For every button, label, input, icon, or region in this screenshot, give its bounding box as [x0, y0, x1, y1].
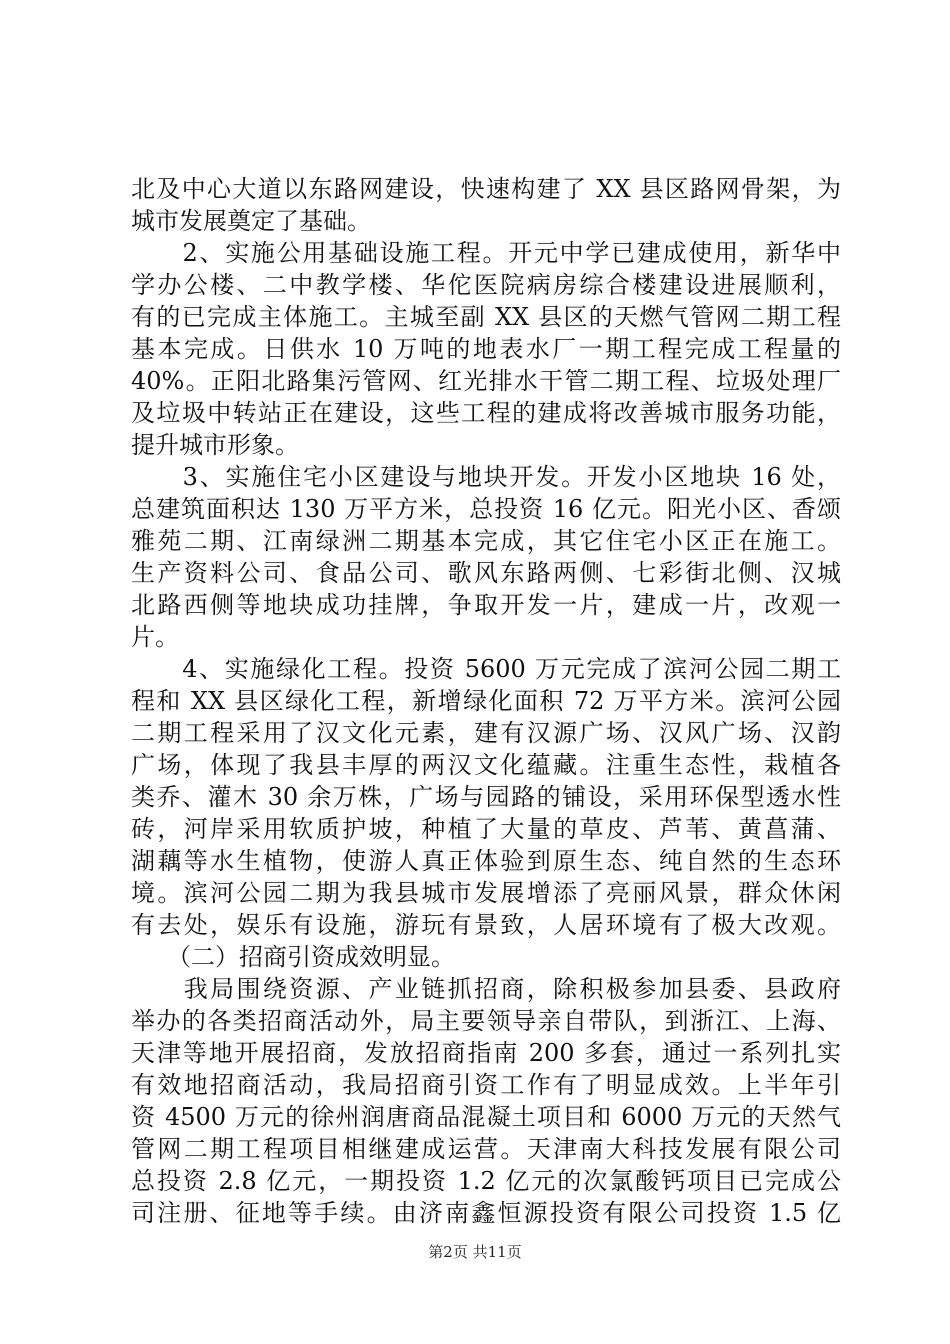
text-line: 天津等地开展招商，发放招商指南 200 多套，通过一系列扎实: [131, 1039, 841, 1067]
text-line: 类乔、灌木 30 余万株，广场与园路的铺设，采用环保型透水性: [131, 783, 841, 811]
text-line: 有去处，娱乐有设施，游玩有景致，人居环境有了极大改观。: [131, 911, 841, 939]
text-line: 生产资料公司、食品公司、歌风东路两侧、七彩街北侧、汉城: [131, 559, 841, 587]
text-line: 城市发展奠定了基础。: [131, 207, 371, 235]
text-line: 砖，河岸采用软质护坡，种植了大量的草皮、芦苇、黄菖蒲、: [131, 815, 841, 843]
text-line: 司注册、征地等手续。由济南鑫恒源投资有限公司投资 1.5 亿: [131, 1199, 841, 1227]
text-line: 境。滨河公园二期为我县城市发展增添了亮丽风景，群众休闲: [131, 879, 841, 907]
text-line: 管网二期工程项目相继建成运营。天津南大科技发展有限公司: [131, 1135, 841, 1163]
text-line: 总投资 2.8 亿元，一期投资 1.2 亿元的次氯酸钙项目已完成公: [131, 1167, 841, 1195]
text-line: 雅苑二期、江南绿洲二期基本完成，其它住宅小区正在施工。: [131, 527, 841, 555]
text-line: 北路西侧等地块成功挂牌，争取开发一片，建成一片，改观一: [131, 591, 841, 619]
text-line: 广场，体现了我县丰厚的两汉文化蕴藏。注重生态性，栽植各: [131, 751, 841, 779]
page-footer: 第2页 共11页: [428, 1243, 522, 1261]
text-line: 我局围绕资源、产业链抓招商，除积极参加县委、县政府: [131, 975, 841, 1003]
text-line: 基本完成。日供水 10 万吨的地表水厂一期工程完成工程量的: [131, 335, 841, 363]
text-line: 3、实施住宅小区建设与地块开发。开发小区地块 16 处，: [131, 463, 841, 491]
text-line: 资 4500 万元的徐州润唐商品混凝土项目和 6000 万元的天然气: [131, 1103, 841, 1131]
text-line: 总建筑面积达 130 万平方米，总投资 16 亿元。阳光小区、香颂: [131, 495, 841, 523]
text-line: 片。: [131, 623, 179, 651]
text-line: 北及中心大道以东路网建设，快速构建了 XX 县区路网骨架，为: [131, 175, 841, 203]
text-line: 学办公楼、二中教学楼、华佗医院病房综合楼建设进展顺利，: [131, 271, 841, 299]
text-line: 4、实施绿化工程。投资 5600 万元完成了滨河公园二期工: [131, 655, 841, 683]
section-heading: （二）招商引资成效明显。: [131, 943, 455, 971]
text-line: 程和 XX 县区绿化工程，新增绿化面积 72 万平方米。滨河公园: [131, 687, 841, 715]
document-body: [131, 173, 841, 1229]
text-line: 二期工程采用了汉文化元素，建有汉源广场、汉风广场、汉韵: [131, 719, 841, 747]
text-line: 及垃圾中转站正在建设，这些工程的建成将改善城市服务功能，: [131, 399, 841, 427]
text-line: 有的已完成主体施工。主城至副 XX 县区的天燃气管网二期工程: [131, 303, 841, 331]
text-line: 有效地招商活动，我局招商引资工作有了明显成效。上半年引: [131, 1071, 841, 1099]
text-line: 举办的各类招商活动外，局主要领导亲自带队，到浙江、上海、: [131, 1007, 841, 1035]
text-line: 2、实施公用基础设施工程。开元中学已建成使用，新华中: [131, 239, 841, 267]
text-line: 湖藕等水生植物，使游人真正体验到原生态、纯自然的生态环: [131, 847, 841, 875]
text-line: 40%。正阳北路集污管网、红光排水干管二期工程、垃圾处理厂: [131, 367, 841, 395]
text-line: 提升城市形象。: [131, 431, 299, 459]
